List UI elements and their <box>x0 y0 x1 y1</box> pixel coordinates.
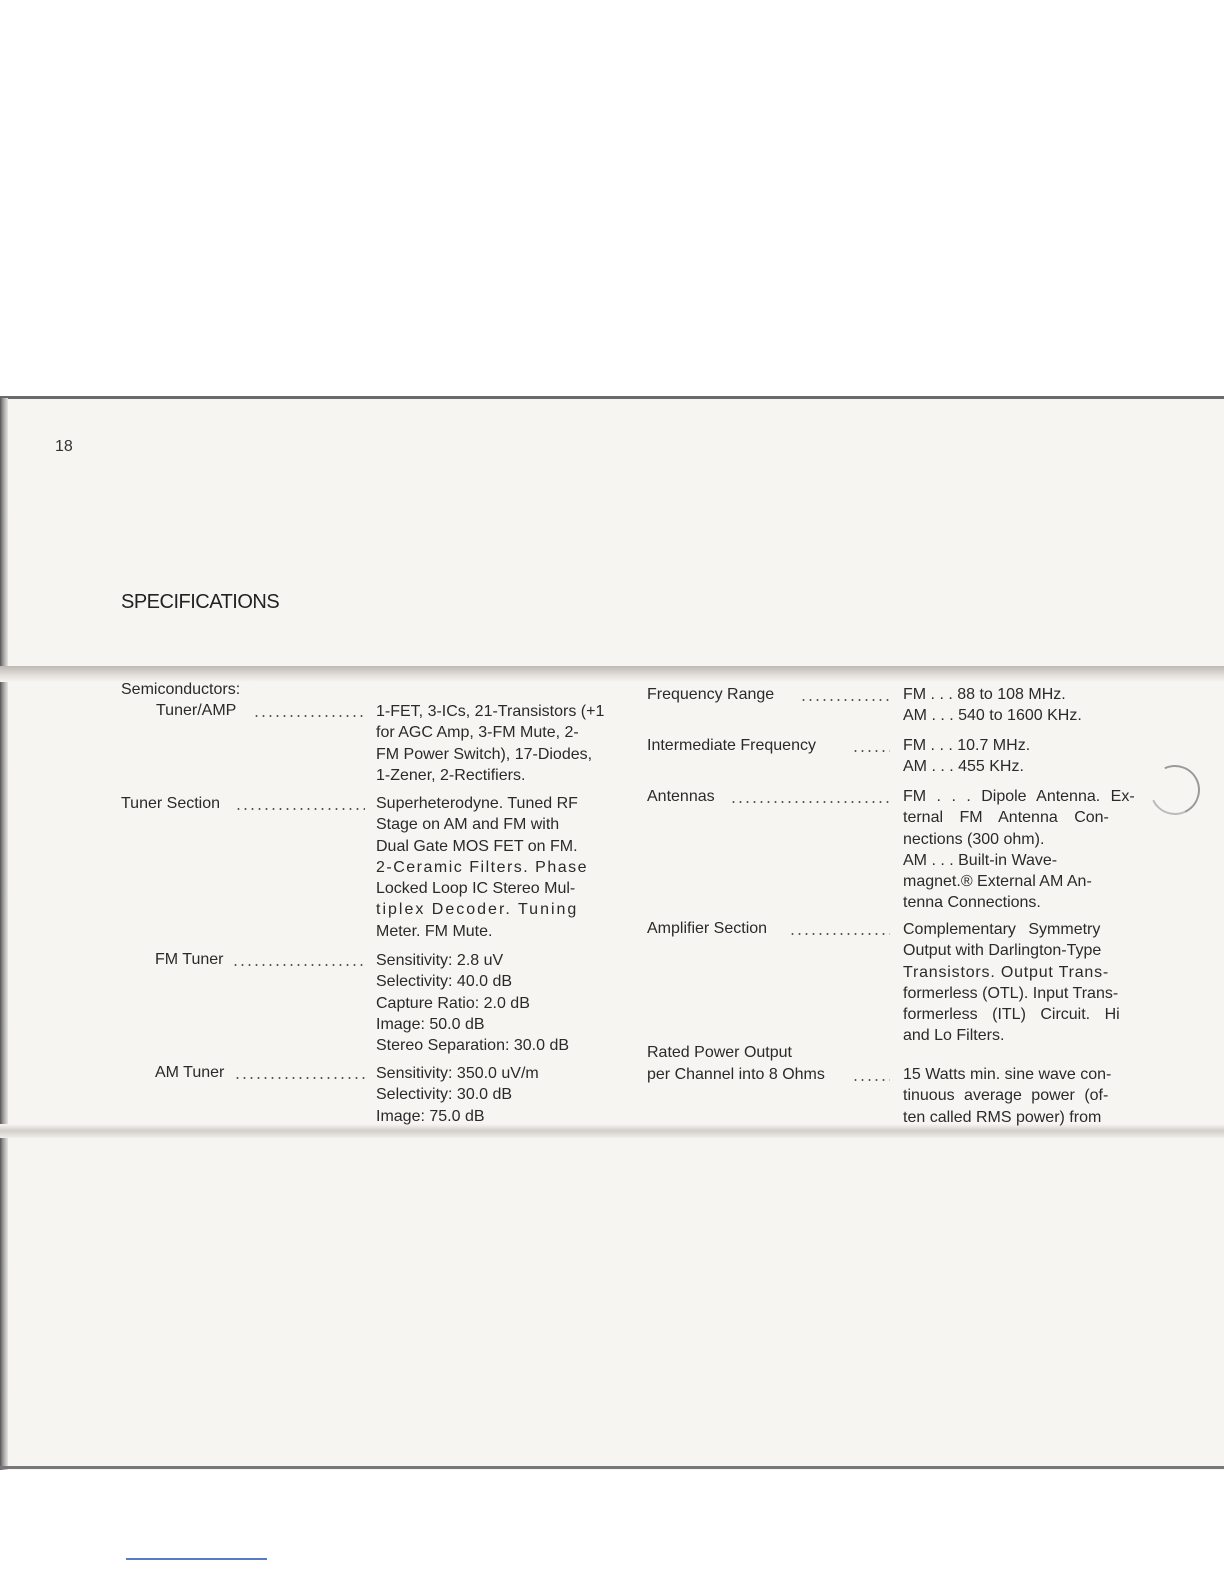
antennas-line: FM . . . Dipole Antenna. Ex- <box>903 788 1135 805</box>
semiconductors-heading: Semiconductors: <box>121 681 241 698</box>
tuner-section-value <box>376 793 612 942</box>
tuner-section-line: Dual Gate MOS FET on FM. <box>376 837 578 855</box>
page-edge-left <box>0 398 8 1470</box>
amplifier-section-line: Output with Darlington-Type <box>903 942 1102 960</box>
antennas-leader <box>730 801 890 803</box>
intermediate-frequency-leader <box>852 750 890 752</box>
antennas-value <box>903 786 1138 914</box>
fm-tuner-line: Selectivity: 40.0 dB <box>376 973 513 991</box>
amplifier-section-line: Complementary Symmetry <box>903 921 1101 938</box>
antennas-label: Antennas <box>647 788 715 805</box>
fm-tuner-leader <box>232 964 365 966</box>
frequency-range-line: FM . . . 88 to 108 MHz. <box>903 686 1066 703</box>
fm-tuner-line: Capture Ratio: 2.0 dB <box>376 994 530 1012</box>
am-tuner-label: AM Tuner <box>155 1064 225 1081</box>
tuner-section-line: Superheterodyne. Tuned RF <box>376 795 578 812</box>
tuner-amp-line: 1-Zener, 2-Rectifiers. <box>376 766 526 784</box>
tuner-section-line: Stage on AM and FM with <box>376 816 560 834</box>
tuner-amp-line: 1-FET, 3-ICs, 21-Transistors (+1 <box>376 703 605 720</box>
amplifier-section-leader <box>789 933 890 935</box>
frequency-range-leader <box>800 699 890 701</box>
frequency-range-label: Frequency Range <box>647 686 775 703</box>
rated-power-value <box>903 1064 1138 1128</box>
intermediate-frequency-value <box>903 735 1138 778</box>
amplifier-section-value <box>903 919 1138 1047</box>
amplifier-section-line: formerless (ITL) Circuit. Hi <box>903 1006 1120 1024</box>
tuner-amp-label: Tuner/AMP <box>156 702 237 719</box>
tuner-section-line: 2-Ceramic Filters. Phase <box>376 858 589 876</box>
frequency-range-value <box>903 684 1138 727</box>
tuner-amp-value <box>376 701 612 786</box>
rated-power-line: 15 Watts min. sine wave con- <box>903 1066 1112 1083</box>
am-tuner-value <box>376 1063 612 1127</box>
rated-power-line: tinuous average power (of- <box>903 1087 1109 1105</box>
amplifier-section-label: Amplifier Section <box>647 920 768 937</box>
am-tuner-line: Selectivity: 30.0 dB <box>376 1086 513 1104</box>
rated-power-label-line2: per Channel into 8 Ohms <box>647 1066 825 1083</box>
antennas-line: AM . . . Built-in Wave- <box>903 851 1058 869</box>
fm-tuner-label: FM Tuner <box>155 951 224 968</box>
am-tuner-line: Sensitivity: 350.0 uV/m <box>376 1065 539 1082</box>
fm-tuner-line: Stereo Separation: 30.0 dB <box>376 1037 570 1055</box>
amplifier-section-line: formerless (OTL). Input Trans- <box>903 984 1119 1002</box>
tuner-amp-line: for AGC Amp, 3-FM Mute, 2- <box>376 724 579 742</box>
page-edge-top <box>0 396 1224 399</box>
antennas-line: tenna Connections. <box>903 894 1041 912</box>
tuner-amp-leader <box>253 715 365 717</box>
frequency-range-line: AM . . . 540 to 1600 KHz. <box>903 707 1082 725</box>
tuner-section-line: Meter. FM Mute. <box>376 922 493 940</box>
tuner-section-line: Locked Loop IC Stereo Mul- <box>376 880 576 898</box>
tuner-amp-line: FM Power Switch), 17-Diodes, <box>376 745 593 763</box>
rated-power-label-line1: Rated Power Output <box>647 1044 792 1061</box>
fm-tuner-line: Sensitivity: 2.8 uV <box>376 952 504 969</box>
antennas-line: nections (300 ohm). <box>903 830 1045 848</box>
intermediate-frequency-line: AM . . . 455 KHz. <box>903 758 1024 776</box>
fm-tuner-line: Image: 50.0 dB <box>376 1015 485 1033</box>
tuner-section-line: tiplex Decoder. Tuning <box>376 901 579 919</box>
antennas-line: ternal FM Antenna Con- <box>903 809 1109 827</box>
antennas-line: magnet.® External AM An- <box>903 873 1092 891</box>
link-underline <box>126 1558 267 1560</box>
page-number: 18 <box>55 438 73 455</box>
intermediate-frequency-label: Intermediate Frequency <box>647 737 816 754</box>
page-edge-bottom <box>0 1466 1224 1469</box>
fm-tuner-value <box>376 950 612 1056</box>
tuner-section-leader <box>235 808 365 810</box>
tuner-section-label: Tuner Section <box>121 795 221 812</box>
intermediate-frequency-line: FM . . . 10.7 MHz. <box>903 737 1031 754</box>
page-title: SPECIFICATIONS <box>121 591 280 613</box>
am-tuner-line: Image: 75.0 dB <box>376 1107 485 1125</box>
amplifier-section-line: and Lo Filters. <box>903 1027 1005 1045</box>
amplifier-section-line: Transistors. Output Trans- <box>903 963 1110 981</box>
rated-power-leader <box>852 1079 890 1081</box>
am-tuner-leader <box>234 1077 365 1079</box>
rated-power-line: ten called RMS power) from <box>903 1108 1102 1126</box>
